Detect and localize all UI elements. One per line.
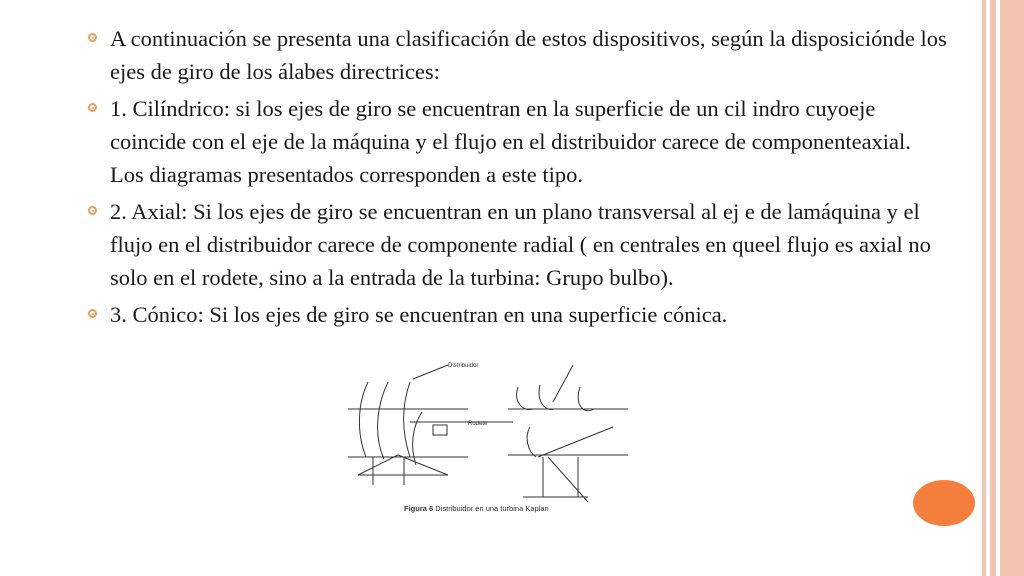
- vane-curve: [517, 387, 533, 410]
- bullet-item-intro: [80, 22, 950, 88]
- velocity-vector: [548, 457, 588, 502]
- distributor-diagram: [318, 357, 668, 523]
- bullet-text: 3. Cónico: Si los ejes de giro se encuentran en una superficie cónica.: [110, 302, 728, 327]
- vane-curve: [539, 385, 554, 410]
- decorative-stripe-3: [1000, 0, 1024, 576]
- decorative-orange-circle: [913, 480, 975, 526]
- distributor-label: Distribuidor: [448, 363, 479, 369]
- diagram-box: [433, 425, 447, 435]
- decorative-stripe-1: [982, 0, 986, 576]
- velocity-vector: [398, 455, 448, 475]
- figure-caption: [404, 504, 549, 513]
- velocity-vector: [358, 455, 398, 475]
- label-leader: [413, 365, 448, 379]
- bullet-list: [80, 22, 950, 335]
- vane-curve: [578, 387, 594, 411]
- velocity-vector: [538, 427, 613, 457]
- bullet-text: 1. Cilíndrico: si los ejes de giro se encuentran en la superficie de un cil indro cuyoeje coincide con el eje de la máquina y el flujo en el distribuidor carece de componenteaxial. Los diagramas presentados corresponden a este tipo.: [110, 96, 911, 187]
- bullet-item-cilindrico: [80, 92, 950, 191]
- vane-curve: [404, 382, 410, 457]
- vane-curve: [378, 382, 388, 459]
- bullet-text: A continuación se presenta una clasificación de estos dispositivos, según la disposiciónde los ejes de giro de los álabes directrices:: [110, 26, 947, 84]
- kaplan-distributor-figure: [318, 357, 668, 523]
- bullet-icon: [88, 309, 97, 318]
- figure-caption-number: Figura 6: [404, 504, 434, 513]
- bullet-icon: [88, 103, 97, 112]
- decorative-stripe-2: [990, 0, 996, 576]
- figure-caption-text: Distribuidor en una turbina Kaplan: [433, 504, 549, 513]
- rodete-label: Rodete: [468, 421, 488, 427]
- bullet-icon: [88, 33, 97, 42]
- bullet-item-conico: [80, 298, 950, 331]
- bullet-icon: [88, 206, 97, 215]
- runner-blade: [527, 427, 536, 457]
- vane-curve: [359, 382, 368, 457]
- bullet-text: 2. Axial: Si los ejes de giro se encuentran en un plano transversal al ej e de lamáquina y el flujo en el distribuidor carece de componente radial ( en centrales en queel flujo es axial no solo en el rodete, sino a la entrada de la turbina: Grupo bulbo).: [110, 199, 931, 290]
- label-leader: [553, 365, 573, 402]
- bullet-item-axial: [80, 195, 950, 294]
